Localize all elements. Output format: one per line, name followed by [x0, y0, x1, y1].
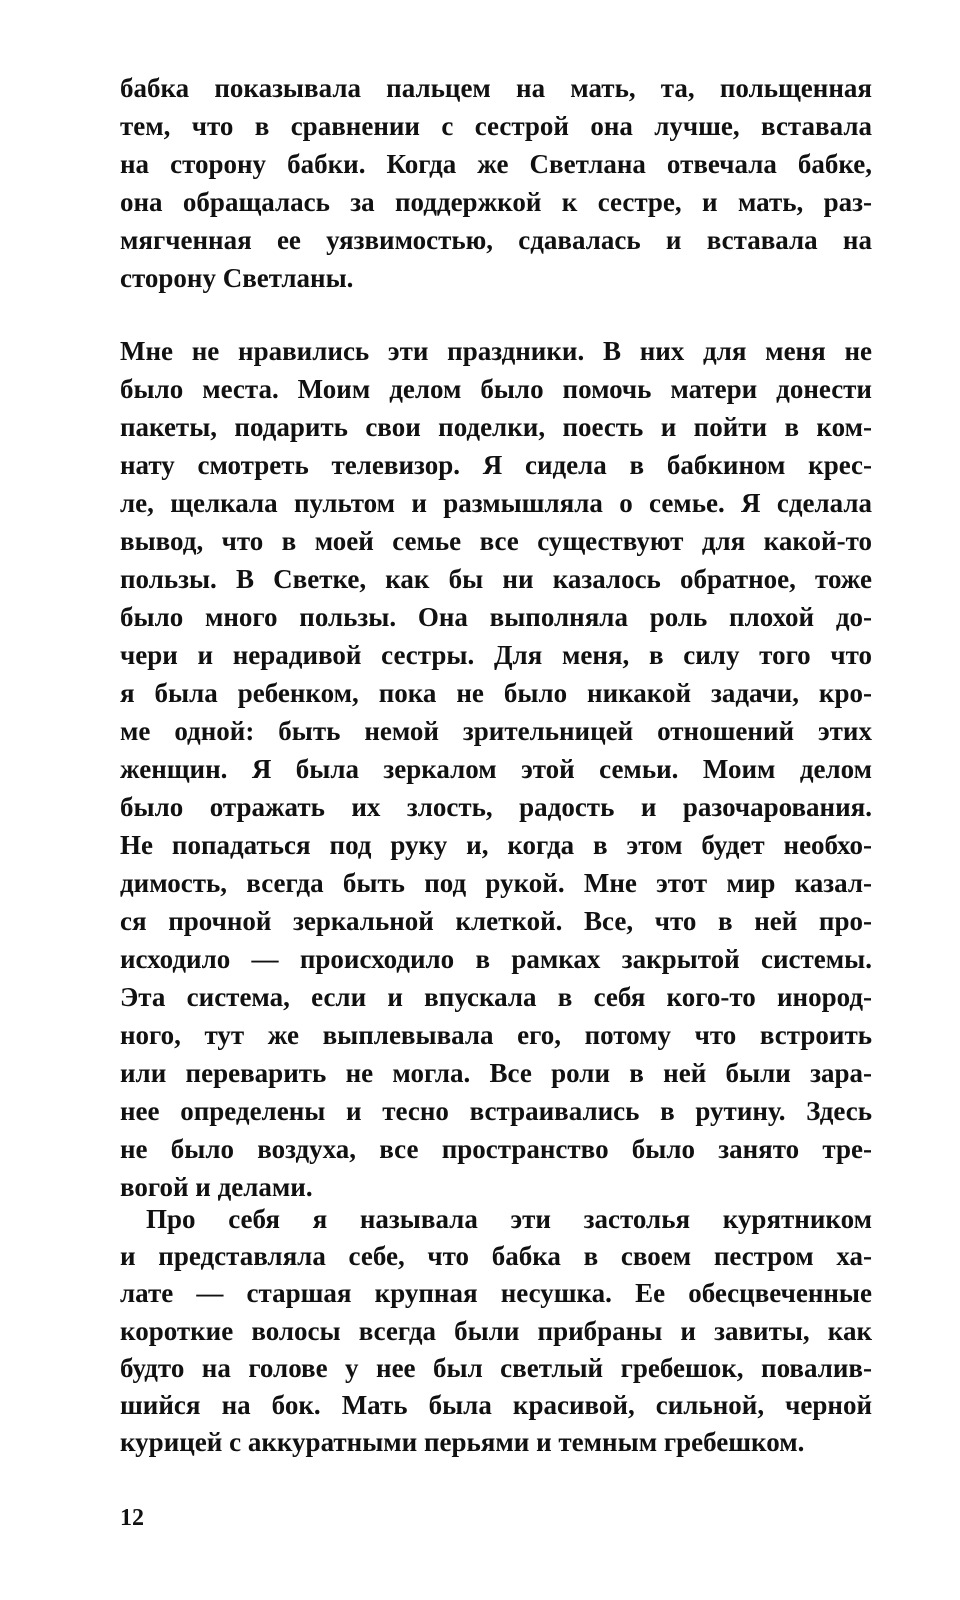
- text-line: или переварить не могла. Все роли в ней были зара-: [120, 1058, 872, 1088]
- text-line: короткие волосы всегда были прибраны и завиты, как: [120, 1315, 872, 1346]
- text-line: было отражать их злость, радость и разочарования.: [120, 792, 872, 822]
- text-line: сторону Светланы.: [120, 263, 354, 293]
- text-line: было места. Моим делом было помочь матери донести: [120, 374, 872, 404]
- text-line: Не попадаться под руку и, когда в этом будет необхо-: [120, 830, 872, 860]
- text-line: бабка показывала пальцем на мать, та, польщенная: [120, 73, 872, 103]
- text-line: она обращалась за поддержкой к сестре, и мать, раз-: [120, 187, 872, 217]
- text-line: Про себя я называла эти застолья курятником: [146, 1204, 872, 1234]
- text-line: пакеты, подарить свои поделки, поесть и пойти в ком-: [120, 412, 872, 442]
- paragraph-2: [120, 332, 872, 1206]
- text-line: курицей с аккуратными перьями и темным гребешком.: [120, 1427, 805, 1458]
- text-line: тем, что в сравнении с сестрой она лучше, вставала: [120, 111, 872, 141]
- text-line: мягченная ее уязвимостью, сдавалась и вставала на: [120, 225, 872, 255]
- text-line: нату смотреть телевизор. Я сидела в бабкином крес-: [120, 450, 872, 480]
- text-line: на сторону бабки. Когда же Светлана отвечала бабке,: [120, 149, 872, 179]
- text-line: вогой и делами.: [120, 1172, 313, 1202]
- text-line: и представляла себе, что бабка в своем пестром ха-: [120, 1241, 872, 1272]
- text-line: димость, всегда быть под рукой. Мне этот мир казал-: [120, 868, 872, 898]
- text-line: Мне не нравились эти праздники. В них для меня не: [120, 336, 872, 366]
- text-line: нее определены и тесно встраивались в рутину. Здесь: [120, 1096, 872, 1126]
- text-line: пользы. В Светке, как бы ни казалось обратное, тоже: [120, 564, 872, 594]
- text-line: Эта система, если и впускала в себя кого-то инород-: [120, 982, 872, 1012]
- text-line: будто на голове у нее был светлый гребешок, повалив-: [120, 1352, 872, 1383]
- text-line: женщин. Я была зеркалом этой семьи. Моим делом: [120, 754, 872, 784]
- text-line: ся прочной зеркальной клеткой. Все, что в ней про-: [120, 906, 872, 936]
- text-line: ле, щелкала пультом и размышляла о семье. Я сделала: [120, 488, 872, 518]
- text-line: шийся на бок. Мать была красивой, сильной, черной: [120, 1389, 872, 1420]
- text-line: лате — старшая крупная несушка. Ее обесцвеченные: [120, 1278, 872, 1309]
- text-line: я была ребенком, пока не было никакой задачи, кро-: [120, 678, 872, 708]
- text-line: вывод, что в моей семье все существуют для какой-то: [120, 526, 872, 556]
- paragraph-3: [120, 1201, 872, 1461]
- text-line: было много пользы. Она выполняла роль плохой до-: [120, 602, 872, 632]
- page-number: 12: [120, 1505, 144, 1531]
- text-line: чери и нерадивой сестры. Для меня, в силу того что: [120, 640, 872, 670]
- text-line: не было воздуха, все пространство было занято тре-: [120, 1134, 872, 1164]
- text-line: ме одной: быть немой зрительницей отношений этих: [120, 716, 872, 746]
- paragraph-1: [120, 69, 872, 297]
- text-line: ного, тут же выплевывала его, потому что встроить: [120, 1020, 872, 1050]
- text-line: исходило — происходило в рамках закрытой системы.: [120, 944, 872, 974]
